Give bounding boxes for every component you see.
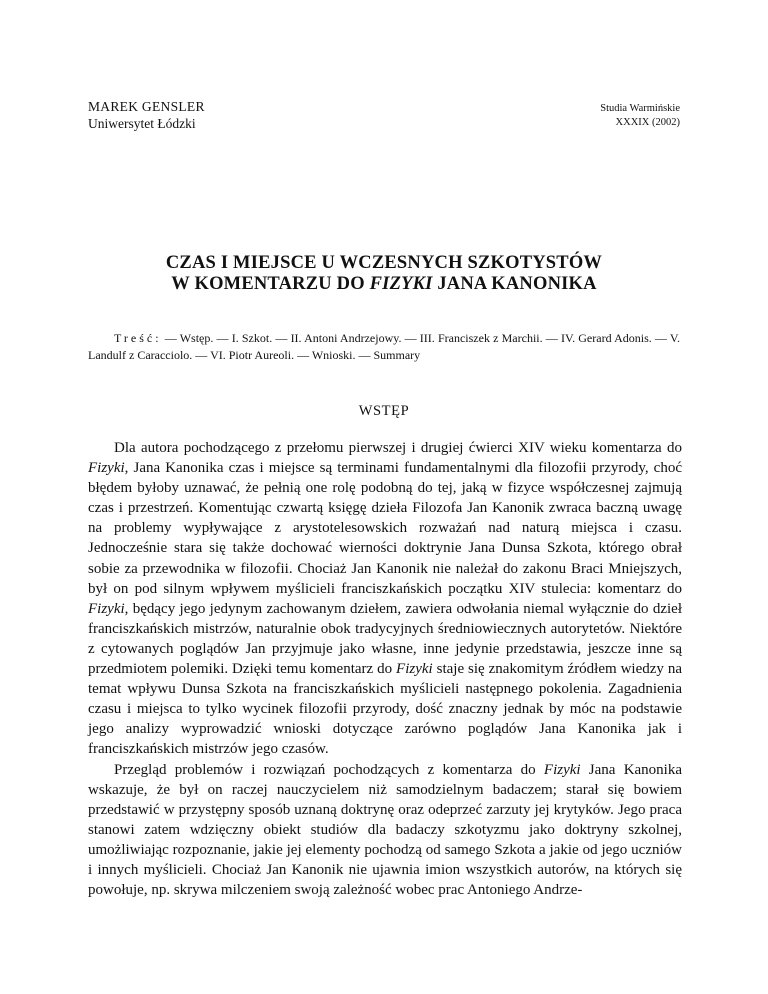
author-block [88, 98, 205, 132]
title-line-2-italic: FIZYKI [369, 274, 433, 294]
title-line-1: CZAS I MIEJSCE U WCZESNYCH SZKOTYSTÓW [165, 253, 603, 273]
author-name: MAREK GENSLER [88, 99, 205, 114]
journal-volume: XXXIX (2002) [615, 117, 680, 128]
page-header [88, 98, 680, 138]
journal-info [600, 102, 680, 130]
paragraph-2-text-2: Jana Kanonika wskazuje, że był on raczej nauczycielem niż samodzielnym badaczem; starał się bowiem przedstawić w przystępny sposób uznaną doktrynę oraz odeprzeć zarzuty jej krytyków. Jego praca stanowi zatem wdzięczny obiekt studiów dla badaczy szkotyzmu jako doktryny szkolnej, umożliwiając rozpoznanie, jakie jej elementy pochodzą od samego Szkota a jakie od jego uczniów i innych myślicieli. Chociaż Jan Kanonik nie ujawnia imion wszystkich autorów, na których się powołuje, np. skrywa milczeniem swoją zależność wobec prac Antoniego Andrze- [88, 761, 683, 899]
paragraph-1-italic-3: Fizyki [396, 661, 433, 678]
author-affiliation: Uniwersytet Łódzki [88, 116, 196, 131]
paragraph-1-text-3: , będący jego jedynym zachowanym dziełem, zawiera odwołania niemal wyłącznie do dzieł franciszkańskich mistrzów, naturalnie obok tradycyjnych średniowiecznych autorytetów. Niektóre z cytowanych poglądów Jan przyjmuje jako własne, inne jedynie przedstawia, jeszcze inne są przedmiotem polemiki. Dzięki temu komentarz do [88, 600, 682, 678]
paragraph-2 [88, 760, 682, 901]
paragraph-2-italic-1: Fizyki [543, 761, 581, 778]
title-line-2-start: W KOMENTARZU DO [171, 274, 370, 294]
contents-label: Treść: [114, 331, 162, 345]
journal-name: Studia Warmińskie [600, 103, 680, 114]
paragraph-1 [88, 438, 682, 760]
body-text [88, 438, 682, 900]
article-title [60, 253, 708, 295]
title-line-2-end: JANA KANONIKA [432, 274, 597, 294]
section-heading: WSTĘP [358, 403, 410, 419]
paragraph-1-italic-2: Fizyki [88, 600, 125, 617]
paragraph-1-italic-1: Fizyki [88, 460, 125, 477]
contents-items: — Wstęp. — I. Szkot. — II. Antoni Andrzejowy. — III. Franciszek z Marchii. — IV. Gerard Adonis. — V. Landulf z Caracciolo. — VI. Piotr Aureoli. — Wnioski. — Summary [88, 331, 680, 362]
paragraph-2-text-1: Przegląd problemów i rozwiązań pochodzących z komentarza do [114, 761, 544, 778]
paragraph-1-text-4: staje się znakomitym źródłem wiedzy na temat wpływu Dunsa Szkota na franciszkańskich myślicieli następnego pokolenia. Zagadnienia czasu i miejsca to tylko wycinek filozofii przyrody, dość znaczny jednak by móc na podstawie jego analizy wyprowadzić wnioski dotyczące zarówno poglądów Jana Kanonika jak i franciszkańskich mistrzów jego czasów. [88, 661, 682, 758]
table-of-contents [88, 330, 680, 364]
paragraph-1-text-1: Dla autora pochodzącego z przełomu pierwszej i drugiej ćwierci XIV wieku komentarza do [114, 440, 682, 456]
title-line-2 [60, 274, 708, 295]
paragraph-1-text-2: , Jana Kanonika czas i miejsce są terminami fundamentalnymi dla filozofii przyrody, choć błędem byłoby uznawać, że pełnią one rolę podobną do tej, jaką w fizyce współczesnej zajmują czas i przestrzeń. Komentując czwartą księgę dzieła Filozofa Jan Kanonik zwraca baczną uwagę na problemy wypływające z arystotelesowskich rozważań nad naturą miejsca i czasu. Jednocześnie stara się także dochować wierności doktrynie Jana Dunsa Szkota, którego obrał sobie za przewodnika w filozofii. Chociaż Jan Kanonik nie należał do zakonu Braci Mniejszych, był on pod silnym wpływem myślicieli franciszkańskich początku XIV stulecia: komentarz do [88, 460, 682, 597]
